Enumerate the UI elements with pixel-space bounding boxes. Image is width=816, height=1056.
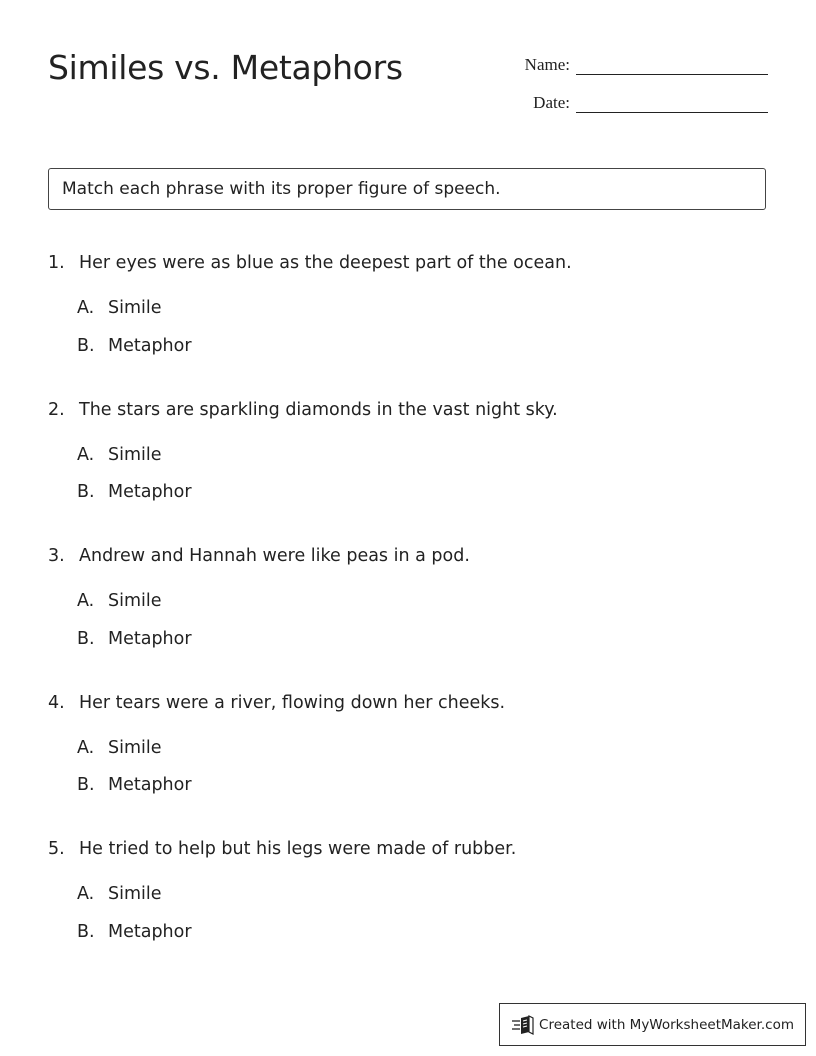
question-item xyxy=(48,249,768,396)
footer-credit-badge[interactable] xyxy=(499,1003,806,1046)
option-label: Metaphor xyxy=(108,335,192,356)
question-prompt: Her tears were a river, flowing down her cheeks. xyxy=(79,692,506,713)
option-letter: A. xyxy=(77,298,95,318)
question-item xyxy=(48,835,768,982)
option-metaphor[interactable] xyxy=(77,625,192,663)
option-letter: A. xyxy=(77,884,95,904)
option-simile[interactable] xyxy=(77,880,192,918)
question-prompt: Andrew and Hannah were like peas in a pod. xyxy=(79,546,470,566)
option-letter: B. xyxy=(77,775,95,795)
option-label: Metaphor xyxy=(108,775,192,795)
option-label: Simile xyxy=(108,737,162,758)
option-letter: A. xyxy=(77,737,95,758)
answer-options xyxy=(77,294,192,369)
option-letter: B. xyxy=(77,628,95,649)
question-prompt: He tried to help but his legs were made of rubber. xyxy=(79,839,517,859)
question-number: 4. xyxy=(48,692,65,713)
book-logo-icon xyxy=(511,1015,535,1035)
option-label: Simile xyxy=(108,591,162,611)
question-list xyxy=(48,249,768,982)
option-letter: A. xyxy=(77,591,95,611)
option-simile[interactable] xyxy=(77,294,192,332)
option-label: Simile xyxy=(108,298,162,318)
answer-options xyxy=(77,880,192,955)
option-label: Simile xyxy=(108,444,162,465)
option-label: Metaphor xyxy=(108,628,192,649)
option-label: Metaphor xyxy=(108,482,192,502)
answer-options xyxy=(77,587,192,662)
question-prompt: Her eyes were as blue as the deepest part of the ocean. xyxy=(79,253,572,273)
answer-options xyxy=(77,441,192,516)
option-simile[interactable] xyxy=(77,734,192,772)
name-blank-line[interactable] xyxy=(576,56,768,75)
option-metaphor[interactable] xyxy=(77,332,192,370)
question-number: 3. xyxy=(48,546,65,566)
question-text xyxy=(48,542,768,570)
footer-credit-text: Created with MyWorksheetMaker.com xyxy=(539,1016,794,1033)
option-simile[interactable] xyxy=(77,587,192,625)
question-text xyxy=(48,249,768,277)
date-field xyxy=(500,93,768,113)
instructions-box: Match each phrase with its proper figure of speech. xyxy=(48,168,766,210)
date-blank-line[interactable] xyxy=(576,94,768,113)
question-text xyxy=(48,835,768,863)
name-field xyxy=(500,55,768,75)
option-letter: B. xyxy=(77,921,95,942)
question-number: 5. xyxy=(48,839,65,859)
question-prompt: The stars are sparkling diamonds in the vast night sky. xyxy=(79,399,558,420)
question-text xyxy=(48,396,768,424)
answer-options xyxy=(77,734,192,809)
question-item xyxy=(48,396,768,543)
option-letter: A. xyxy=(77,444,95,465)
question-item xyxy=(48,689,768,836)
name-label: Name: xyxy=(524,55,570,74)
page-title: Similes vs. Metaphors xyxy=(48,48,403,87)
option-label: Simile xyxy=(108,884,162,904)
option-simile[interactable] xyxy=(77,441,192,479)
option-metaphor[interactable] xyxy=(77,918,192,956)
question-number: 2. xyxy=(48,399,65,420)
question-number: 1. xyxy=(48,253,65,273)
option-letter: B. xyxy=(77,335,95,356)
option-metaphor[interactable] xyxy=(77,478,192,516)
question-item xyxy=(48,542,768,689)
option-label: Metaphor xyxy=(108,921,192,942)
option-letter: B. xyxy=(77,482,95,502)
date-label: Date: xyxy=(533,93,570,112)
question-text xyxy=(48,689,768,717)
option-metaphor[interactable] xyxy=(77,771,192,809)
